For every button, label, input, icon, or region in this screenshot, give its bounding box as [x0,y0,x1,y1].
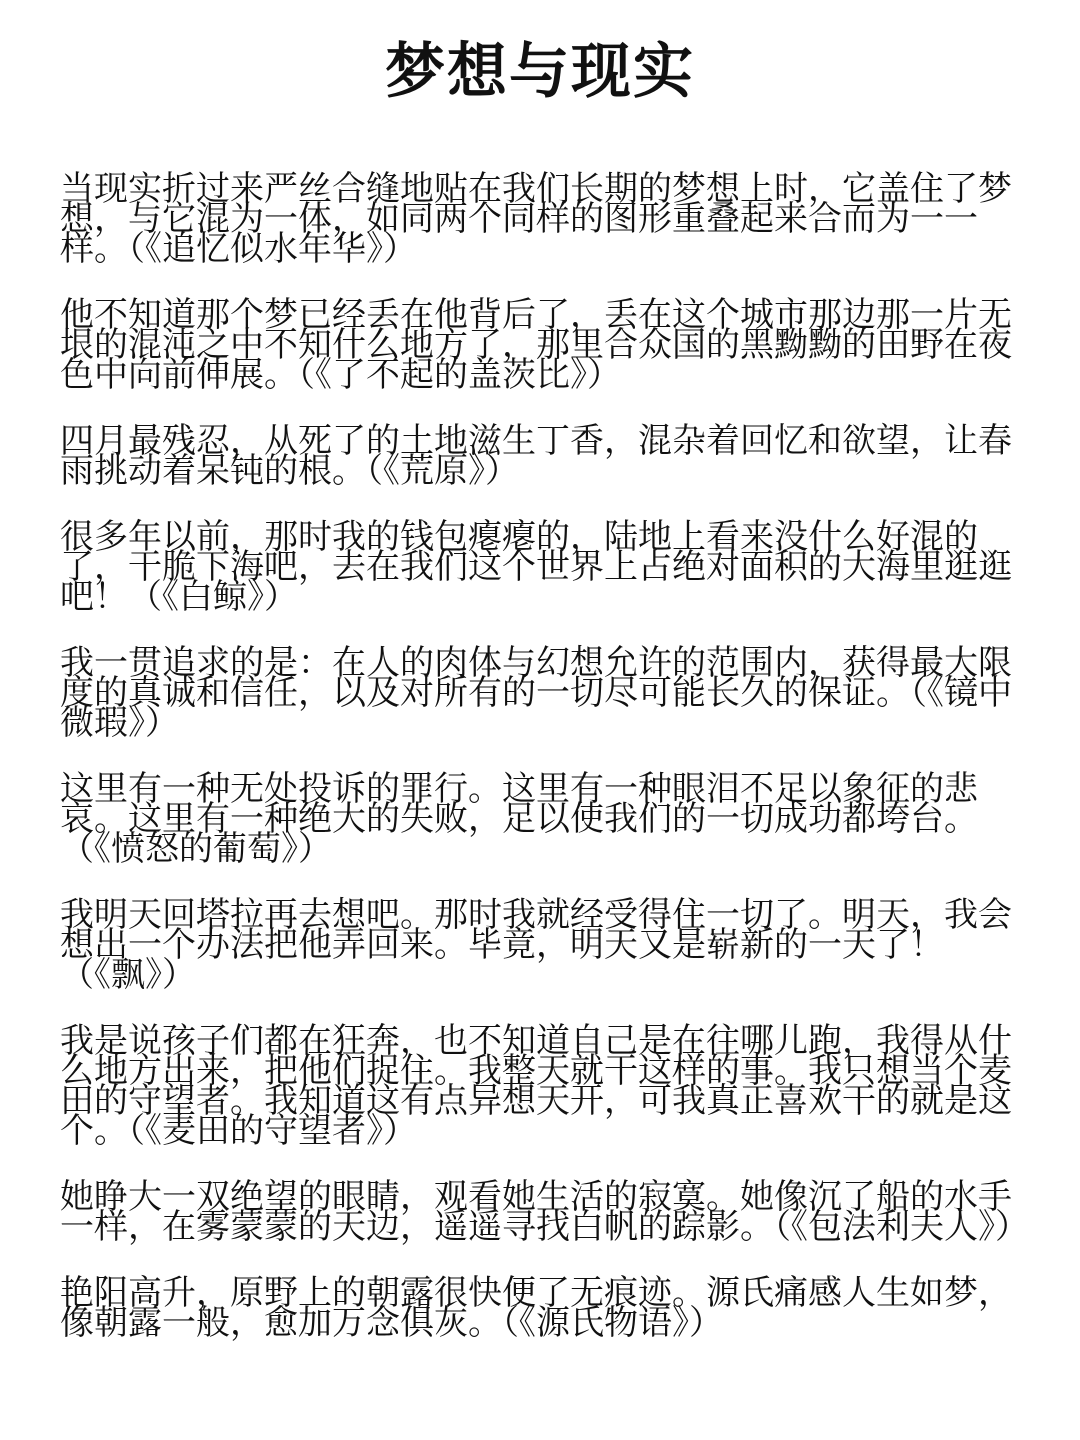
quote-paragraph: 四月最残忍，从死了的土地滋生丁香，混杂着回忆和欲望，让春雨挑动着呆钝的根。（《荒原》） [60,421,1012,491]
quote-paragraph: 艳阳高升，原野上的朝露很快便了无痕迹。源氏痛感人生如梦，像朝露一般，愈加万念俱灰。（《源氏物语》） [60,1273,1012,1343]
quote-paragraph: 他不知道那个梦已经丢在他背后了，丢在这个城市那边那一片无垠的混沌之中不知什么地方了，那里合众国的黑黝黝的田野在夜色中向前伸展。（《了不起的盖茨比》） [60,295,1012,395]
quote-paragraph: 我一贯追求的是：在人的肉体与幻想允许的范围内，获得最大限度的真诚和信任，以及对所有的一切尽可能长久的保证。（《镜中微瑕》） [60,643,1012,743]
quote-paragraph: 我明天回塔拉再去想吧。那时我就经受得住一切了。明天，我会想出一个办法把他弄回来。毕竟，明天又是崭新的一天了！（《飘》） [60,895,1012,995]
quote-paragraph: 当现实折过来严丝合缝地贴在我们长期的梦想上时，它盖住了梦想，与它混为一体，如同两个同样的图形重叠起来合而为一一样。（《追忆似水年华》） [60,169,1012,269]
quote-paragraph: 我是说孩子们都在狂奔，也不知道自己是在往哪儿跑，我得从什么地方出来，把他们捉住。我整天就干这样的事。我只想当个麦田的守望者。我知道这有点异想天开，可我真正喜欢干的就是这个。（《麦田的守望者》） [60,1021,1012,1151]
page-title: 梦想与现实 [385,37,695,107]
quote-paragraph: 这里有一种无处投诉的罪行。这里有一种眼泪不足以象征的悲哀。这里有一种绝大的失败，足以使我们的一切成功都垮台。（《愤怒的葡萄》） [60,769,978,869]
quote-paragraph: 很多年以前，那时我的钱包瘪瘪的，陆地上看来没什么好混的了，干脆下海吧，去在我们这个世界上占绝对面积的大海里逛逛吧！（《白鲸》） [60,517,1012,617]
quote-list [60,169,1029,1343]
quote-paragraph: 她睁大一双绝望的眼睛，观看她生活的寂寞。她像沉了船的水手一样，在雾蒙蒙的天边，遥遥寻找白帆的踪影。（《包法利夫人》） [60,1177,1029,1247]
